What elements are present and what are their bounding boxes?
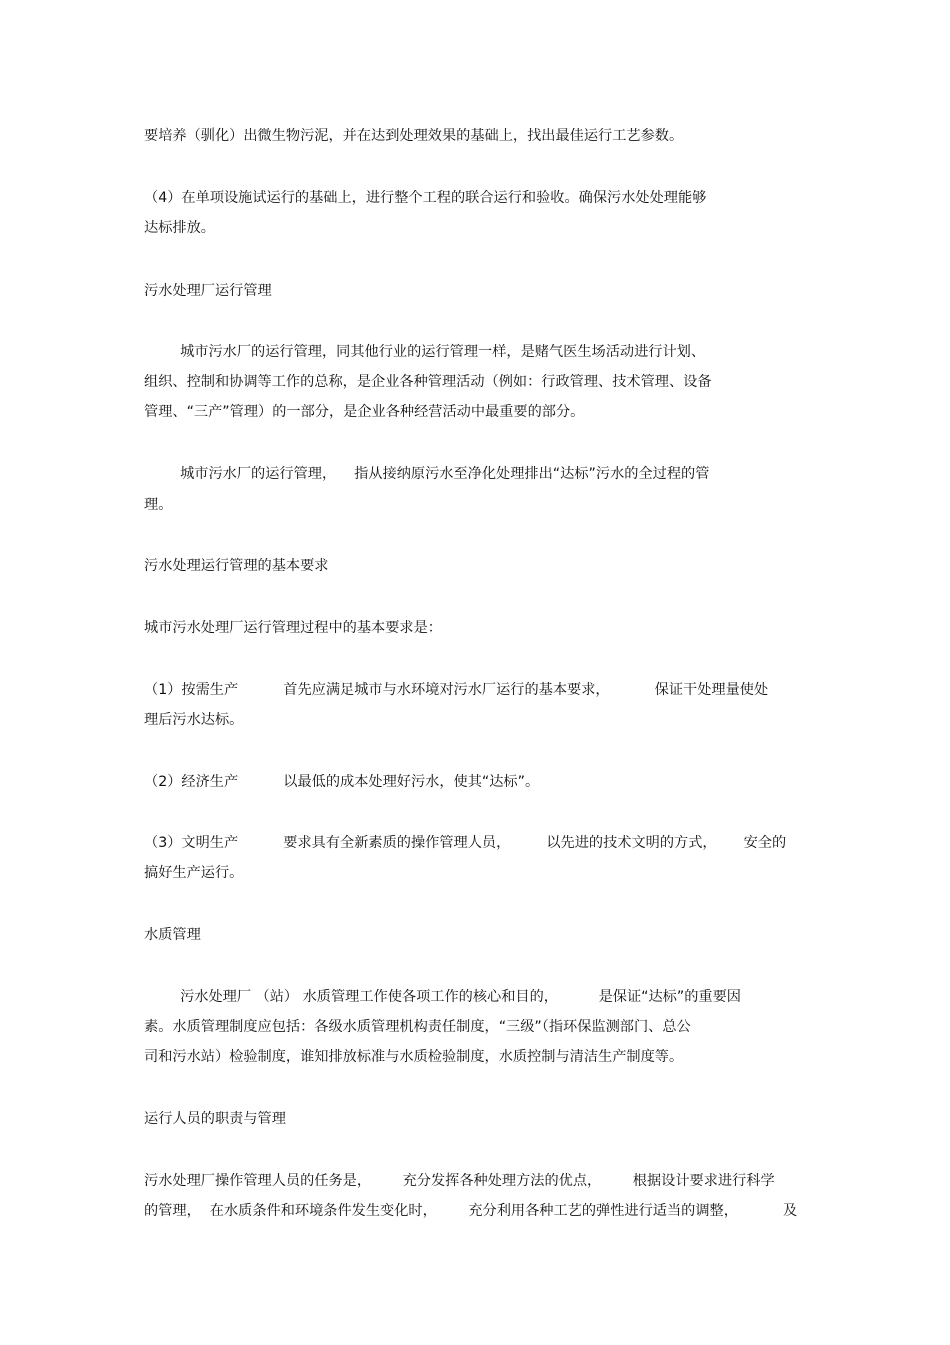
list-item-line: 理后污水达标。	[144, 712, 244, 728]
list-item-line: 搞好生产运行。	[144, 865, 244, 881]
section-heading: 污水处理运行管理的基本要求	[144, 558, 329, 574]
body-text-line: 城市污水厂的运行管理，同其他行业的运行管理一样，是赌气医生场活动进行计划、	[144, 344, 706, 360]
section-heading: 水质管理	[144, 927, 201, 943]
section-heading: 污水处理厂运行管理	[144, 283, 272, 299]
body-text-line: 城市污水处理厂运行管理过程中的基本要求是：	[144, 620, 442, 636]
body-text-line: 要培养（驯化）出微生物污泥，并在达到处理效果的基础上，找出最佳运行工艺参数。	[144, 128, 684, 144]
body-text-line: 理。	[144, 497, 173, 513]
body-text-line: 的管理， 在水质条件和环境条件发生变化时， 充分利用各种工艺的弹性进行适当的调整， 及	[144, 1203, 798, 1219]
body-text-line: （4）在单项设施试运行的基础上，进行整个工程的联合运行和验收。确保污水处处理能够	[144, 190, 707, 206]
list-item-line: （1）按需生产 首先应满足城市与水环境对污水厂运行的基本要求， 保证干处理量使处	[144, 682, 769, 698]
body-text-line: 管理、“三产”管理）的一部分，是企业各种经营活动中最重要的部分。	[144, 404, 585, 420]
body-text-line: 城市污水厂的运行管理， 指从接纳原污水至净化处理排出“达标”污水的全过程的管	[144, 466, 710, 482]
list-item-line: （2）经济生产 以最低的成本处理好污水，使其“达标”。	[144, 774, 540, 790]
body-text-line: 组织、控制和协调等工作的总称，是企业各种管理活动（例如：行政管理、技术管理、设备	[144, 374, 712, 390]
body-text-line: 污水处理厂 （站） 水质管理工作使各项工作的核心和目的， 是保证“达标”的重要因	[144, 989, 741, 1005]
body-text-line: 素。水质管理制度应包括：各级水质管理机构责任制度，“三级”（指环保监测部门、总公	[144, 1019, 691, 1035]
body-text-line: 司和污水站）检验制度，谁知排放标准与水质检验制度，水质控制与清洁生产制度等。	[144, 1049, 684, 1065]
body-text-line: 污水处理厂操作管理人员的任务是， 充分发挥各种处理方法的优点， 根据设计要求进行科学	[144, 1173, 775, 1189]
section-heading: 运行人员的职责与管理	[144, 1111, 286, 1127]
body-text-line: 达标排放。	[144, 220, 215, 236]
list-item-line: （3）文明生产 要求具有全新素质的操作管理人员， 以先进的技术文明的方式， 安全的	[144, 835, 787, 851]
